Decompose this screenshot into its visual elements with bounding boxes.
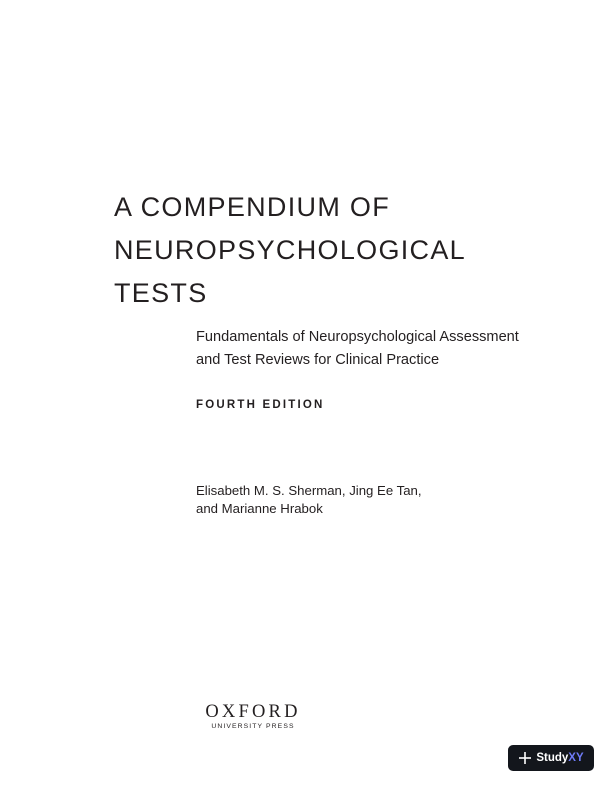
title-line-1: A COMPENDIUM OF	[114, 192, 391, 222]
authors-line-2: and Marianne Hrabok	[196, 501, 323, 516]
title-line-3: TESTS	[114, 278, 208, 308]
watermark-brand-main: Study	[536, 752, 569, 764]
watermark-brand-accent: XY	[568, 752, 584, 764]
book-subtitle	[196, 326, 596, 372]
authors-line-1: Elisabeth M. S. Sherman, Jing Ee Tan,	[196, 483, 422, 498]
publisher-name: OXFORD	[205, 702, 301, 722]
book-title	[114, 186, 584, 315]
publisher-subname: UNIVERSITY PRESS	[211, 723, 295, 730]
studyxy-watermark-badge[interactable]	[508, 745, 594, 771]
watermark-brand	[536, 752, 583, 764]
subtitle-line-1: Fundamentals of Neuropsychological Assessment	[196, 329, 519, 345]
title-line-2: NEUROPSYCHOLOGICAL	[114, 235, 466, 265]
subtitle-line-2: and Test Reviews for Clinical Practice	[196, 352, 440, 368]
authors	[196, 482, 576, 518]
edition-label: FOURTH EDITION	[196, 399, 325, 411]
publisher-logo	[200, 702, 306, 732]
plus-icon	[518, 751, 532, 765]
